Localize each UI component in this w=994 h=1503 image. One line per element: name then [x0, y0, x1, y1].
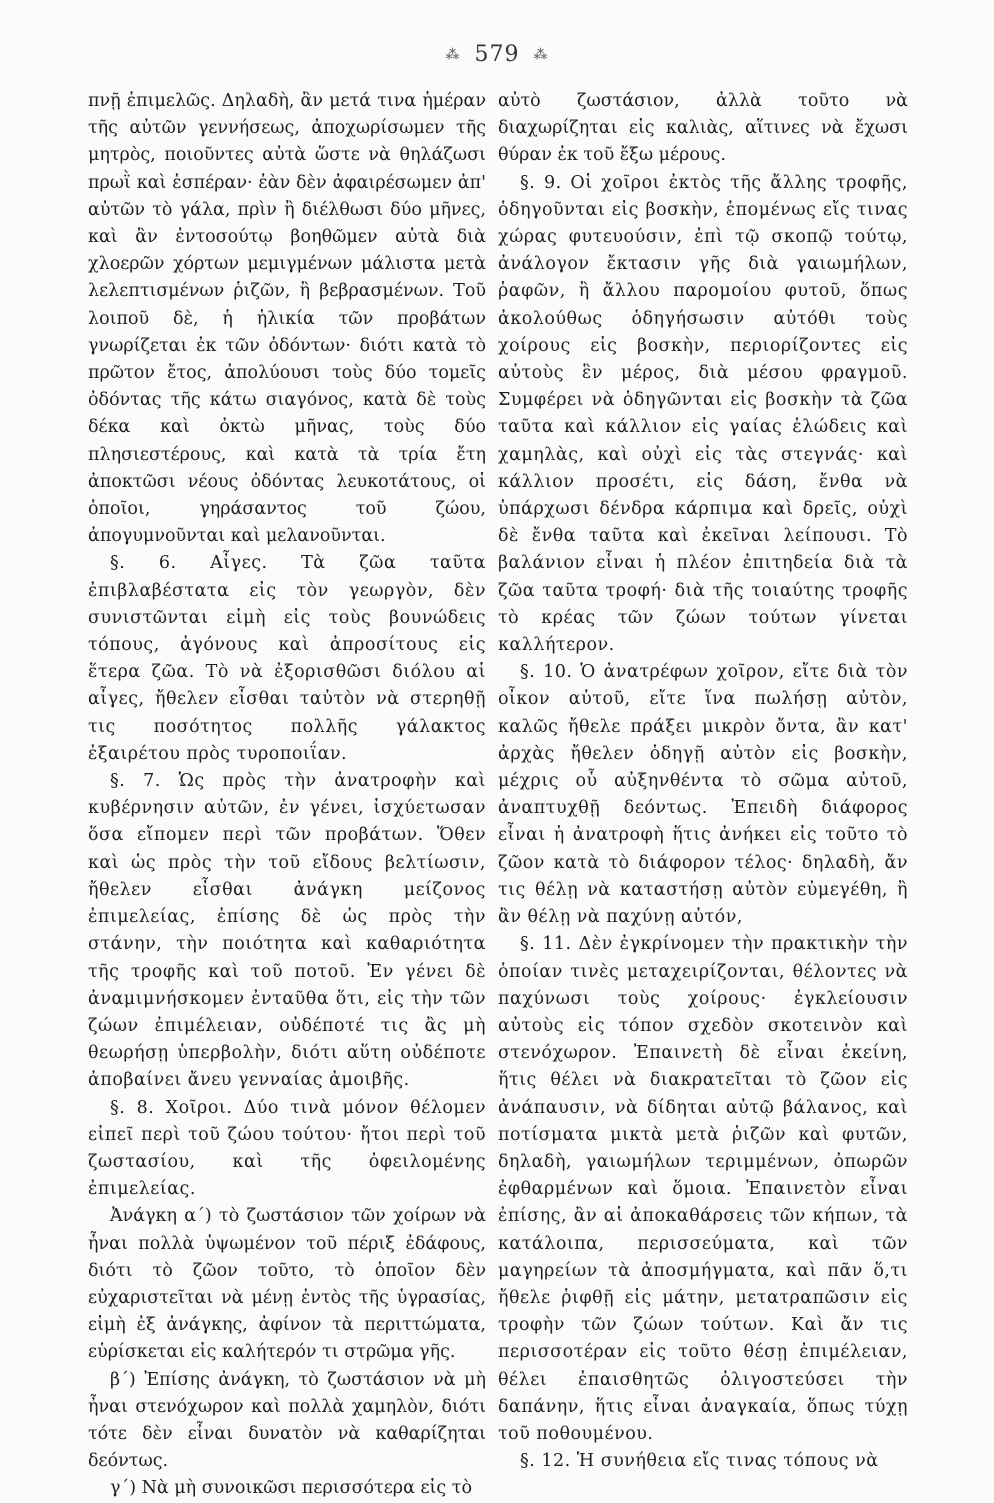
right-column [498, 88, 908, 1483]
paragraph-continuation: αὐτὸ ζωστάσιον, ἀλλὰ τοῦτο νὰ διαχωρίζηται εἰς καλιὰς, αἵτινες νὰ ἔχωσι θύραν ἐκ τοῦ ἔξω μέρους. [498, 91, 908, 166]
paragraph-section-9: §. 9. Οἱ χοῖροι ἐκτὸς τῆς ἄλλης τροφῆς, ὁδηγοῦνται εἰς βοσκὴν, ἑπομένως εἴς τινας χώρας φυτευούσιν, ἐπὶ τῷ σκοπῷ τούτῳ, ἀνάλογον ἔκτασιν γῆς διὰ γαιωμήλων, ῥαφῶν, ἢ ἄλλου παρομοίου φυτοῦ, ὅπως ἀκολούθως ὁδηγήσωσιν αὐτόθι τοὺς χοίρους εἰς βοσκὴν, περιορίζοντες εἰς αὐτοὺς ἓν μέρος, διὰ μέσου φραγμοῦ. Συμφέρει νὰ ὁδηγῶνται εἰς βοσκὴν τὰ ζῶα ταῦτα καὶ κάλλιον εἰς γαίας ἑλώδεις καὶ χαμηλὰς, καὶ οὐχὶ εἰς τὰς στεγνάς· καὶ κάλλιον προσέτι, εἰς δάση, ἔνθα νὰ ὑπάρχωσι δένδρα κάρπιμα καὶ δρεῖς, οὐχὶ δὲ ἔνθα ταῦτα καὶ ἐκεῖναι λείπουσι. Τὸ βαλάνιον εἶναι ἡ πλέον ἐπιτηδεία διὰ τὰ ζῶα ταῦτα τροφή· διὰ τῆς τοιαύτης τροφῆς τὸ κρέας τῶν ζώων τούτων γίνεται καλλήτερον. [498, 172, 908, 656]
paragraph-continuation: πνῇ ἐπιμελῶς. Δηλαδὴ, ἂν μετά τινα ἡμέραν τῆς αὐτῶν γεννήσεως, ἀποχωρίσωμεν τῆς μητρὸς, ποιοῦντες αὐτὰ ὥστε νὰ θηλάζωσι πρωῒ καὶ ἑσπέραν· ἐὰν δὲν ἀφαιρέσωμεν ἀπ' αὐτῶν τὸ γάλα, πρὶν ἢ διέλθωσι δύο μῆνες, καὶ ἂν ἐντοσούτῳ βοηθῶμεν αὐτὰ διὰ χλοερῶν χόρτων μεμιγμένων μάλιστα μετὰ λελεπτισμένων ῥιζῶν, ἢ βεβρασμένων. Τοῦ λοιποῦ δὲ, ἡ ἡλικία τῶν προβάτων γνωρίζεται ἐκ τῶν ὀδόντων· διότι κατὰ τὸ πρῶτον ἔτος, ἀπολύουσι τοὺς δύο τομεῖς ὀδόντας τῆς κάτω σιαγόνος, κατὰ δὲ τοὺς δέκα καὶ ὀκτὼ μῆνας, τοὺς δύο πλησιεστέρους, καὶ κατὰ τὰ τρία ἔτη ἀποκτῶσι νέους ὀδόντας λευκοτάτους, οἱ ὁποῖοι, γηράσαντος τοῦ ζώου, ἀπογυμνοῦνται καὶ μελανοῦνται. [88, 91, 486, 547]
paragraph-section-6: §. 6. Αἶγες. Τὰ ζῶα ταῦτα ἐπιβλαβέστατα εἰς τὸν γεωργὸν, δὲν συνιστῶνται εἰμὴ εἰς τοὺς βουνώδεις τόπους, ἀγόνους καὶ ἀπροσίτους εἰς ἕτερα ζῶα. Τὸ νὰ ἐξορισθῶσι διόλου αἱ αἶγες, ἤθελεν εἶσθαι ταὐτὸν νὰ στερηθῇ τις ποσότητος πολλῆς γάλακτος ἐξαιρέτου πρὸς τυροποιΐαν. [88, 553, 486, 764]
paragraph-section-12: §. 12. Ἡ συνήθεια εἴς τινας τόπους νὰ [520, 1451, 879, 1472]
paragraph-section-11: §. 11. Δὲν ἐγκρίνομεν τὴν πρακτικὴν τὴν ὁποίαν τινὲς μεταχειρίζονται, θέλοντες νὰ παχύνωσι τοὺς χοίρους· ἐγκλείουσιν αὐτοὺς εἰς τόπον σχεδὸν σκοτεινὸν καὶ στενόχωρον. Ἐπαινετὴ δὲ εἶναι ἐκείνη, ἥτις θέλει νὰ διακρατεῖται τὸ ζῶον εἰς ἀνάπαυσιν, νὰ δίδηται αὐτῷ βάλανος, καὶ ποτίσματα μικτὰ μετὰ ῥιζῶν καὶ φυτῶν, δηλαδὴ, γαιωμήλων τεριμμένων, ὀπωρῶν ἐφθαρμένων καὶ ὅμοια. Ἐπαινετὸν εἶναι ἐπίσης, ἂν αἱ ἀποκαθάρσεις τῶν κήπων, τὰ κατάλοιπα, περισσεύματα, καὶ τῶν μαγηρείων τὰ ἀποσμήγματα, καὶ πᾶν ὅ,τι ἤθελε ῥιφθῇ εἰς μάτην, μετατραπῶσιν εἰς τροφὴν τῶν ζώων τούτων. Καὶ ἄν τις περισσοτέραν εἰς τοῦτο θέσῃ ἐπιμέλειαν, θέλει ἐπαισθητῶς ὀλιγοστεύσει τὴν δαπάνην, ἥτις εἶναι ἀναγκαία, ὅπως τύχῃ τοῦ ποθουμένου. [498, 934, 908, 1444]
page-header [0, 42, 994, 67]
paragraph-item-b: β΄) Ἐπίσης ἀνάγκη, τὸ ζωστάσιον νὰ μὴ ἦναι στενόχωρον καὶ πολλὰ χαμηλὸν, διότι τότε δὲν εἶναι δυνατὸν νὰ καθαρίζηται δεόντως. [88, 1369, 486, 1472]
ornament-left-icon: ⁂ [445, 47, 461, 63]
ornament-right-icon: ⁂ [533, 47, 549, 63]
left-column [88, 88, 486, 1499]
paragraph-section-7: §. 7. Ὡς πρὸς τὴν ἀνατροφὴν καὶ κυβέρνησιν αὐτῶν, ἐν γένει, ἰσχύετωσαν ὅσα εἴπομεν περὶ τῶν προβάτων. Ὅθεν καὶ ὡς πρὸς τὴν τοῦ εἴδους βελτίωσιν, ἤθελεν εἶσθαι ἀνάγκη μείζονος ἐπιμελείας, ἐπίσης δὲ ὡς πρὸς τὴν στάνην, τὴν ποιότητα καὶ καθαριότητα τῆς τροφῆς καὶ τοῦ ποτοῦ. Ἐν γένει δὲ ἀναμιμνήσκομεν ἐνταῦθα ὅτι, εἰς τὴν τῶν ζώων ἐπιμέλειαν, οὐδέποτέ τις ἂς μὴ θεωρήσῃ ὑπερβολὴν, διότι αὕτη οὐδέποτε ἀποβαίνει ἄνευ γενναίας ἀμοιβῆς. [88, 771, 486, 1091]
page-number: 579 [474, 42, 520, 67]
paragraph-section-10: §. 10. Ὁ ἀνατρέφων χοῖρον, εἴτε διὰ τὸν οἶκον αὐτοῦ, εἴτε ἵνα πωλήσῃ αὐτὸν, καλῶς ἤθελε πράξει μικρὸν ὄντα, ἂν κατ' ἀρχὰς ἤθελεν ὁδηγῇ αὐτὸν εἰς βοσκὴν, μέχρις οὗ αὐξηνθέντα τὸ σῶμα αὐτοῦ, ἀναπτυχθῇ δεόντως. Ἐπειδὴ διάφορος εἶναι ἡ ἀνατροφὴ ἥτις ἀνήκει εἰς τοῦτο τὸ ζῶον κατὰ τὸ διάφορον τέλος· δηλαδὴ, ἄν τις θέλῃ νὰ καταστήσῃ αὐτὸν εὐμεγέθη, ἢ ἂν θέλῃ νὰ παχύνῃ αὐτόν, [498, 662, 908, 928]
paragraph-item-c: γ΄) Νὰ μὴ συνοικῶσι περισσότερα εἰς τὸ [110, 1478, 472, 1499]
paragraph-section-8: §. 8. Χοῖροι. Δύο τινὰ μόνον θέλομεν εἰπεῖ περὶ τοῦ ζώου τούτου· ἤτοι περὶ τοῦ ζωστασίου, καὶ τῆς ὀφειλομένης ἐπιμελείας. [88, 1097, 486, 1200]
paragraph-item-a: Ἀνάγκη α΄) τὸ ζωστάσιον τῶν χοίρων νὰ ἦναι πολλὰ ὑψωμένον τοῦ πέριξ ἐδάφους, διότι τὸ ζῶον τοῦτο, τὸ ὁποῖον δὲν εὐχαριστεῖται νὰ μένῃ ἐντὸς τῆς ὑγρασίας, εἰμὴ ἐξ ἀνάγκης, ἀφίνον τὰ περιττώματα, εὑρίσκεται εἰς καλήτερόν τι στρῶμα γῆς. [88, 1206, 486, 1363]
